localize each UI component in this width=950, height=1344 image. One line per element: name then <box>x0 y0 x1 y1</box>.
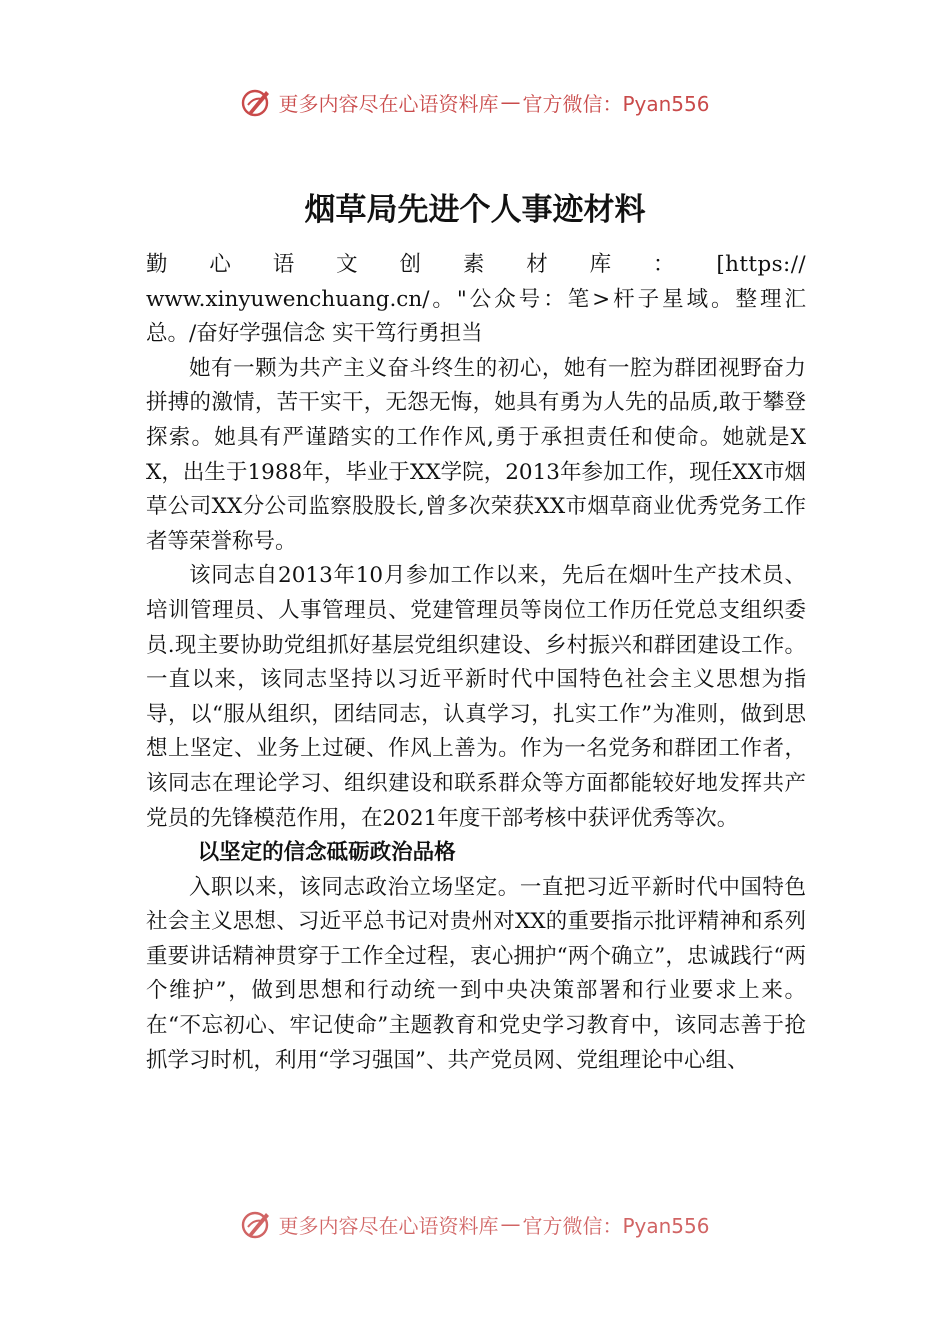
top-watermark-banner <box>0 82 950 122</box>
source-line: 勤 心 语 文 创 素 材 库 ： [https:// <box>146 252 806 277</box>
body-paragraph: 入职以来，该同志政治立场坚定。一直把习近平新时代中国特色社会主义思想、习近平总书记对贵州对XX的重要指示批评精神和系列重要讲话精神贯穿于工作全过程，衷心拥护“两个确立”，忠诚践行“两个维护”，做到思想和行动统一到中央决策部署和行业要求上来。在“不忘初心、牢记使命”主题教育和党史学习教育中，该同志善于抢抓学习时机，利用“学习强国”、共产党员网、党组理论中心组、 <box>146 874 806 1073</box>
watermark-contact: 官方微信：Pyan556 <box>522 1213 710 1238</box>
pen-nib-logo-icon <box>240 85 274 119</box>
source-rest: www.xinyuwenchuang.cn/。"公众号：笔>杆子星域。整理汇总。/奋好学强信念 实干笃行勇担当 <box>146 286 806 347</box>
body-paragraph: 该同志自2013年10月参加工作以来，先后在烟叶生产技术员、培训管理员、人事管理员、党建管理员等岗位工作历任党总支组织委员.现主要协助党组抓好基层党组织建设、乡村振兴和群团建设工作。一直以来，该同志坚持以习近平新时代中国特色社会主义思想为指导，以“服从组织，团结同志，认真学习，扎实工作”为准则，做到思想上坚定、业务上过硬、作风上善为。作为一名党务和群团工作者，该同志在理论学习、组织建设和联系群众等方面都能较好地发挥共产党员的先锋模范作用，在2021年度干部考核中获评优秀等次。 <box>146 563 806 831</box>
pen-nib-logo-icon <box>240 1207 274 1241</box>
bottom-watermark-banner <box>0 1204 950 1244</box>
watermark-separator: — <box>500 1212 521 1236</box>
document-title: 烟草局先进个人事迹材料 <box>304 192 646 228</box>
watermark-text: 更多内容尽在心语资料库 <box>278 1213 499 1238</box>
watermark-text: 更多内容尽在心语资料库 <box>278 91 499 116</box>
body-paragraph: 她有一颗为共产主义奋斗终生的初心，她有一腔为群团视野奋力拼搏的激情，苦干实干，无怨无悔，她具有勇为人先的品质,敢于攀登探索。她具有严谨踏实的工作作风,勇于承担责任和使命。她就是XX，出生于1988年，毕业于XX学院，2013年参加工作，现任XX市烟草公司XX分公司监察股股长,曾多次荣获XX市烟草商业优秀党务工作者等荣誉称号。 <box>146 355 806 554</box>
watermark-separator: — <box>500 90 521 114</box>
document-body <box>146 248 806 1210</box>
section-heading: 以坚定的信念砥砺政治品格 <box>197 840 456 866</box>
watermark-contact: 官方微信：Pyan556 <box>522 91 710 116</box>
